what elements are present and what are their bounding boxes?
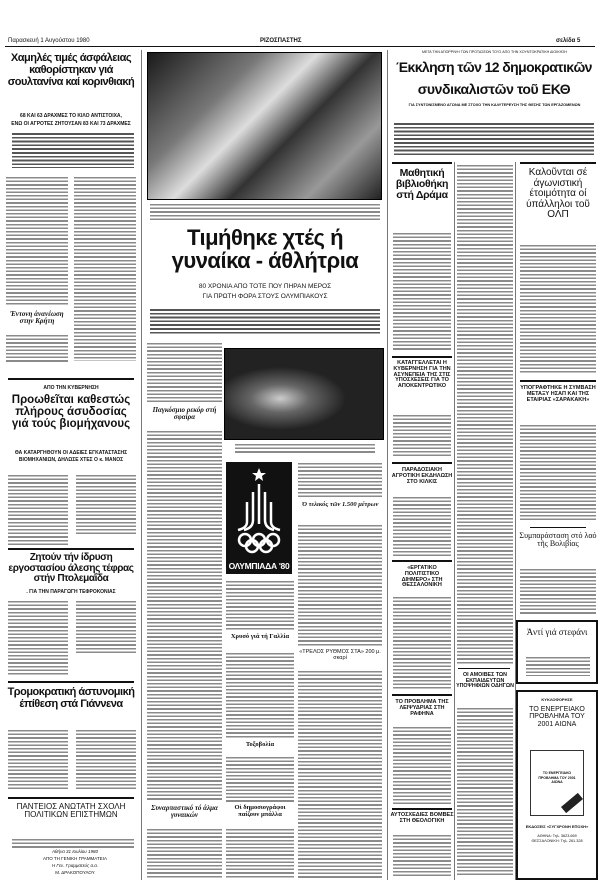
article-text	[8, 600, 68, 675]
photo-caption	[150, 203, 380, 221]
article-text	[226, 580, 294, 630]
photo-olympic-team	[147, 52, 382, 200]
wreath-title: Ἀντί γιά στεφάνι	[526, 627, 588, 637]
article-text	[457, 707, 513, 877]
headline-insurance-prices: Χαμηλές τιμές άσφάλειας καθορίστηκαν γιά σουλτανίνα καί κορινθιακή	[7, 52, 135, 89]
rule	[392, 808, 452, 810]
article-text	[393, 496, 451, 556]
rule	[8, 548, 134, 550]
notice-title: ΠΑΝΤΕΙΟΣ ΑΝΩΤΑΤΗ ΣΧΟΛΗ ΠΟΛΙΤΙΚΩΝ ΕΠΙΣΤΗΜΩΝ	[16, 802, 126, 820]
wreath-text	[526, 656, 590, 676]
rule	[8, 681, 134, 683]
notice-name: Μ. ΔΡΑΚΟΠΟΥΛΟΥ	[55, 870, 95, 875]
subhead: ΓΙΑ ΣΥΝΤΟΝΙΣΜΕΝΟ ΑΓΩΝΑ ΜΕ ΣΤΟΧΟ ΤΗΝ ΚΑΛΥΤΕΡΕΥΣΗ ΤΗΣ ΘΕΣΗΣ ΤΩΝ ΕΡΓΑΖΟΜΕΝΩΝ	[408, 103, 581, 107]
article-text	[6, 176, 68, 306]
headline-kilkis: ΠΑΡΑΔΟΣΙΑΚΗ ΑΓΡΟΤΙΚΗ ΕΚΔΗΛΩΣΗ ΣΤΟ ΚΙΛΚΙΣ	[391, 467, 453, 485]
article-text	[147, 828, 222, 878]
rule	[392, 162, 452, 164]
article-text	[393, 232, 451, 350]
article-text	[226, 828, 294, 878]
notice-text	[12, 838, 134, 848]
headline-woman-athlete: Τιμήθηκε χτές ή γυναίκα - άθλήτρια	[171, 225, 359, 274]
headline-instructors: ΟΙ ΑΜΟΙΒΕΣ ΤΩΝ ΕΚΠΑΙΔΕΥΤΩΝ ΥΠΟΨΗΦΙΩΝ ΟΔΗΓΩΝ	[456, 672, 514, 690]
subhead-1500m: Ὁ τελικός τῶν 1.500 μέτρων	[301, 501, 379, 508]
article-text	[8, 474, 68, 546]
ad-title: ΤΟ ΕΝΕΡΓΕΙΑΚΟ ΠΡΟΒΛΗΜΑ ΤΟΥ 2001 ΑΙΩΝΑ	[529, 706, 585, 728]
headline-isap: ΥΠΟΓΡΑΦΤΗΚΕ Η ΣΥΜΒΑΣΗ ΜΕΤΑΞΥ ΗΣΑΠ ΚΑΙ ΤΗΣ ΕΤΑΙΡΙΑΣ «ΣΑΡΑΚΑΚΗ»	[520, 385, 596, 403]
headline-ekth-2: συνδικαλιστῶν τοῦ ΕΚΘ	[417, 81, 571, 97]
divider	[141, 50, 142, 880]
article-lead	[150, 308, 380, 334]
rule	[520, 380, 596, 382]
headline-decentralization: ΚΑΤΑΓΓΕΛΛΕΤΑΙ Η ΚΥΒΕΡΝΗΣΗ ΓΙΑ ΤΗΝ ΑΣΥΝΕΠΕΙΑ ΤΗΣ ΣΤΙΣ ΥΠΟΣΧΕΣΕΙΣ ΓΙΑ ΤΟ ΑΠΟΚΕΝΤΡΩΤΙΚΟ	[393, 360, 451, 390]
subhead: . ΓΙΑ ΤΗΝ ΠΑΡΑΓΩΓΗ ΤΕΦΡΟΚΟΝΙΑΣ	[26, 589, 116, 595]
article-text	[76, 600, 136, 655]
article-text	[76, 729, 136, 789]
subhead: 80 ΧΡΟΝΙΑ ΑΠΟ ΤΟΤΕ ΠΟΥ ΠΗΡΑΝ ΜΕΡΟΣ	[198, 283, 332, 290]
article-text	[147, 430, 222, 802]
ad-contact: ΑΘΗΝΑ: Τηλ. 3623.669 ΘΕΣΣΑΛΟΝΙΚΗ: Τηλ. 261.328	[531, 834, 583, 844]
notice-from: ΑΠΟ ΤΗ ΓΕΝΙΚΗ ΓΡΑΜΜΑΤΕΙΑ	[43, 856, 107, 861]
olympic-logo	[226, 462, 292, 574]
article-text	[393, 834, 451, 878]
rule	[392, 694, 452, 696]
article-lead	[12, 132, 134, 168]
article-text	[226, 756, 294, 802]
notice-role: Η Γεν. Γραμματεύς α.α.	[51, 863, 99, 868]
book-cover	[530, 750, 584, 816]
book-ad	[516, 690, 598, 880]
photo-caption	[235, 443, 375, 453]
headline-ptolemaida: Ζητούν τήν ίδρυση εργοστασίου άλεσης τέφρας στήν Πτολεμαΐδα	[8, 552, 134, 584]
subhead-200m: «ΤΡΕΛΟΣ ΡΥΘΜΟΣ ΣΤΑ» 200 μ. σκαρί	[299, 649, 381, 661]
olympic-emblem-icon	[226, 462, 292, 554]
notice-date: Αθήνα 31 Ιουλίου 1980	[52, 849, 98, 854]
rule	[458, 668, 510, 669]
article-text	[520, 568, 596, 616]
article-text	[520, 244, 596, 374]
rule	[392, 560, 452, 562]
article-text	[393, 414, 451, 457]
headline-rafina: ΤΟ ΠΡΟΒΛΗΜΑ ΤΗΣ ΛΕΙΨΥΔΡΙΑΣ ΣΤΗ ΡΑΦΗΝΑ	[395, 699, 449, 717]
ad-kicker: ΚΥΚΛΟΦΟΡΗΣΕ	[541, 697, 573, 702]
ad-publisher: ΕΚΔΟΣΕΙΣ «ΣΥΓΧΡΟΝΗ ΕΠΟΧΗ»	[525, 824, 589, 829]
kicker: ΑΠΟ ΤΗΝ ΚΥΒΕΡΝΗΣΗ	[43, 385, 99, 391]
divider	[454, 162, 455, 880]
article-text	[298, 670, 382, 878]
rule	[392, 462, 452, 464]
article-text	[8, 729, 68, 791]
subhead-journalists: Οἱ δημοσιογράφοι παίζουν μπάλλα	[234, 804, 286, 818]
subhead: ΕΝΩ ΟΙ ΑΓΡΟΤΕΣ ΖΗΤΟΥΣΑΝ 83 ΚΑΙ 73 ΔΡΑΧΜΕΣ	[11, 121, 131, 127]
masthead-rule	[5, 46, 595, 47]
article-text	[6, 334, 68, 362]
subhead-archery: Τοξοβολία	[245, 741, 275, 748]
subhead: ΓΙΑ ΠΡΩΤΗ ΦΟΡΑ ΣΤΟΥΣ ΟΛΥΜΠΙΑΚΟΥΣ	[202, 293, 328, 300]
olympic-logo-label: ΟΛΥΜΠΙΑΔΑ '80	[228, 561, 290, 571]
rule	[8, 797, 134, 799]
article-text	[393, 726, 451, 804]
subhead-crete: Έντονη άνανέωση στην Κρήτη	[10, 310, 64, 326]
book-title: ΤΟ ΕΝΕΡΓΕΙΑΚΟ ΠΡΟΒΛΗΜΑ ΤΟΥ 2001 ΑΙΩΝΑ	[538, 771, 576, 785]
subhead-gold-france: Χρυσό γιά τή Γαλλία	[230, 633, 290, 640]
headline-library: Μαθητική βιβλιοθήκη στή Δράμα	[395, 167, 449, 202]
headline-bombs: ΑΥΤΟΣΧΕΔΙΕΣ ΒΟΜΒΕΣ ΣΤΗ ΘΕΟΛΟΓΙΚΗ	[390, 812, 454, 824]
article-text	[226, 652, 294, 738]
masthead-page: σελίδα 5	[556, 38, 581, 44]
headline-olp: Καλοῦνται σέ άγωνιστική έτοιμότητα οί ύπάλληλοι τοῦ ΟΛΠ	[526, 167, 590, 220]
subhead-long-jump: Συναρπαστικό τό άλμα γυναικών	[151, 804, 218, 820]
kicker: ΜΕΤΑ ΤΗΝ ΑΠΟΡΡΙΨΗ ΤΩΝ ΠΡΟΤΑΣΕΩΝ ΤΟΥΣ ΑΠΟ ΤΗΝ ΧΟΥΝΤΟΚΡΑΤΙΚΗ ΔΙΟΙΚΗΣΗ	[421, 50, 568, 54]
article-text	[74, 176, 136, 361]
headline-workers-festival: «ΕΡΓΑΤΙΚΟ ΠΟΛΙΤΙΣΤΙΚΟ ΔΙΗΜΕΡΟ» ΣΤΗ ΘΕΣΣΑΛΟΝΙΚΗ	[401, 565, 443, 589]
article-text	[520, 424, 596, 522]
subhead: 68 ΚΑΙ 63 ΔΡΑΧΜΕΣ ΤΟ ΚΙΛΟ ΑΝΤΙΣΤΟΙΧΑ,	[20, 113, 122, 119]
headline-bolivia: Συμπαράσταση στό λαό τῆς Βολιβίας	[519, 531, 597, 549]
headline-ekth-1: Έκκληση τῶν 12 δημοκρατικῶν	[396, 59, 592, 75]
article-text	[298, 524, 382, 646]
article-text	[393, 596, 451, 690]
photo-boxing	[224, 348, 384, 440]
wreath-box	[516, 620, 598, 684]
article-text	[76, 474, 136, 536]
article-text	[298, 462, 382, 498]
divider	[387, 50, 388, 880]
book-band	[561, 793, 583, 813]
headline-giannena: Τρομοκρατική άστυνομική έπίθεση στά Γιάννενα	[7, 686, 135, 710]
article-lead	[394, 122, 594, 156]
subhead-shot-put: Παγκόσμιο ρεκόρ στή σφαίρα	[152, 406, 217, 422]
article-text	[147, 342, 222, 404]
rule	[520, 162, 596, 164]
masthead-date: Παρασκευή 1 Αυγούστου 1980	[8, 38, 90, 44]
rule	[392, 356, 452, 358]
article-text	[457, 164, 513, 664]
rule	[530, 527, 586, 528]
masthead-paper: ΡΙΖΟΣΠΑΣΤΗΣ	[260, 38, 302, 44]
headline-industrialists: Προωθεῖται καθεστώς πλήρους άσυδοσίας γιά τούς βιομήχανους	[11, 394, 131, 431]
rule	[8, 378, 134, 380]
subhead: ΘΑ ΚΑΤΑΡΓΗΘΟΥΝ ΟΙ ΑΔΕΙΕΣ ΕΓΚΑΤΑΣΤΑΣΗΣ ΒΙΟΜΗΧΑΝΙΩΝ, ΔΗΛΩΣΕ ΧΤΕΣ Ο κ. ΜΑΝΟΣ	[14, 450, 128, 463]
